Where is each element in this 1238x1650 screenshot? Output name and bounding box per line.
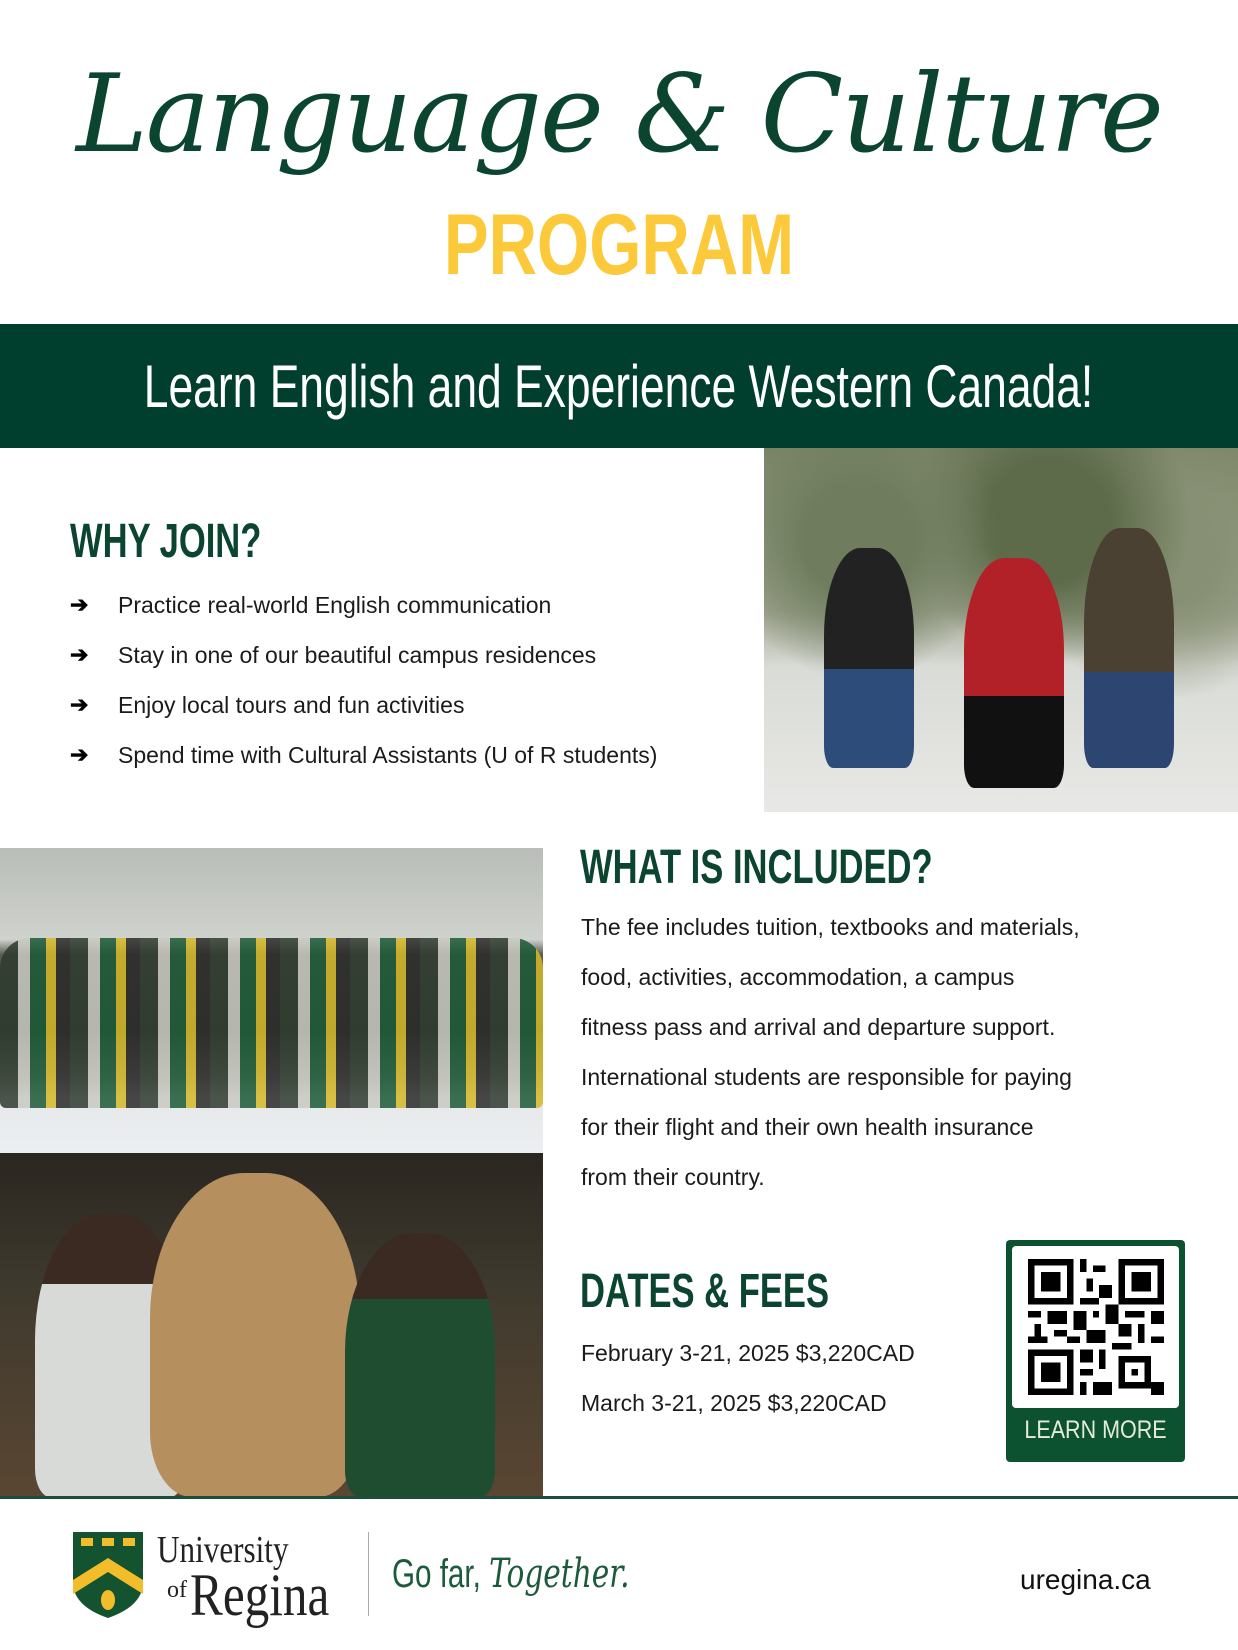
program-title: PROGRAM (443, 197, 795, 293)
session-item: March 3-21, 2025 $3,220CAD (581, 1390, 887, 1416)
why-join-list (70, 580, 657, 780)
snow-students-photo (764, 448, 1238, 812)
body-line: fitness pass and arrival and departure support. (581, 1014, 1056, 1040)
university-wordmark-line2: Regina (190, 1562, 330, 1628)
group-crowd (0, 938, 543, 1108)
university-shield-icon (73, 1532, 143, 1618)
script-title: Language & Culture (76, 52, 1162, 177)
skypark-groundhog-photo (0, 1153, 543, 1497)
arrow-right-icon: ➔ (70, 742, 89, 767)
student-figure (964, 558, 1064, 788)
what-included-heading: WHAT IS INCLUDED? (580, 841, 933, 894)
list-item (70, 580, 657, 630)
arrow-right-icon: ➔ (70, 642, 89, 667)
body-line: for their flight and their own health insurance (581, 1114, 1034, 1140)
hockey-group-photo (0, 848, 543, 1153)
body-line: food, activities, accommodation, a campus (581, 964, 1015, 990)
list-item (70, 680, 657, 730)
list-item-text: Enjoy local tours and fun activities (118, 691, 465, 718)
student-figure (345, 1233, 495, 1497)
body-line: from their country. (581, 1164, 765, 1190)
what-included-body (581, 902, 1171, 1202)
university-wordmark-line1: University (157, 1529, 289, 1571)
list-item (70, 730, 657, 780)
dates-fees-list (581, 1328, 915, 1428)
why-join-heading: WHY JOIN? (70, 515, 262, 568)
learn-more-qr-card[interactable] (1006, 1240, 1185, 1462)
tagline-banner (0, 324, 1238, 448)
list-item-text: Spend time with Cultural Assistants (U of R students) (118, 741, 658, 768)
tagline-script: Together. (489, 1551, 630, 1597)
list-item (70, 630, 657, 680)
footer-tagline (392, 1552, 630, 1596)
list-item-text: Practice real-world English communication (118, 591, 552, 618)
footer-divider-line (0, 1496, 1238, 1499)
arrow-right-icon: ➔ (70, 592, 89, 617)
student-figure (824, 548, 914, 768)
website-link[interactable]: uregina.ca (1020, 1564, 1151, 1595)
university-wordmark-of: of (167, 1577, 187, 1603)
banner-text: Learn English and Experience Western Canada! (144, 352, 1094, 420)
session-item: February 3-21, 2025 $3,220CAD (581, 1340, 915, 1366)
student-figure (1084, 528, 1174, 768)
footer-logo-divider (368, 1532, 369, 1616)
groundhog-statue (150, 1173, 360, 1497)
body-line: The fee includes tuition, textbooks and materials, (581, 914, 1080, 940)
qr-code-icon[interactable] (1012, 1246, 1179, 1408)
dates-fees-heading: DATES & FEES (580, 1265, 829, 1318)
list-item-text: Stay in one of our beautiful campus residences (118, 641, 597, 668)
arrow-right-icon: ➔ (70, 692, 89, 717)
body-line: International students are responsible for paying (581, 1064, 1072, 1090)
learn-more-label[interactable]: LEARN MORE (1024, 1416, 1167, 1444)
tagline-plain: Go far, (392, 1552, 490, 1596)
